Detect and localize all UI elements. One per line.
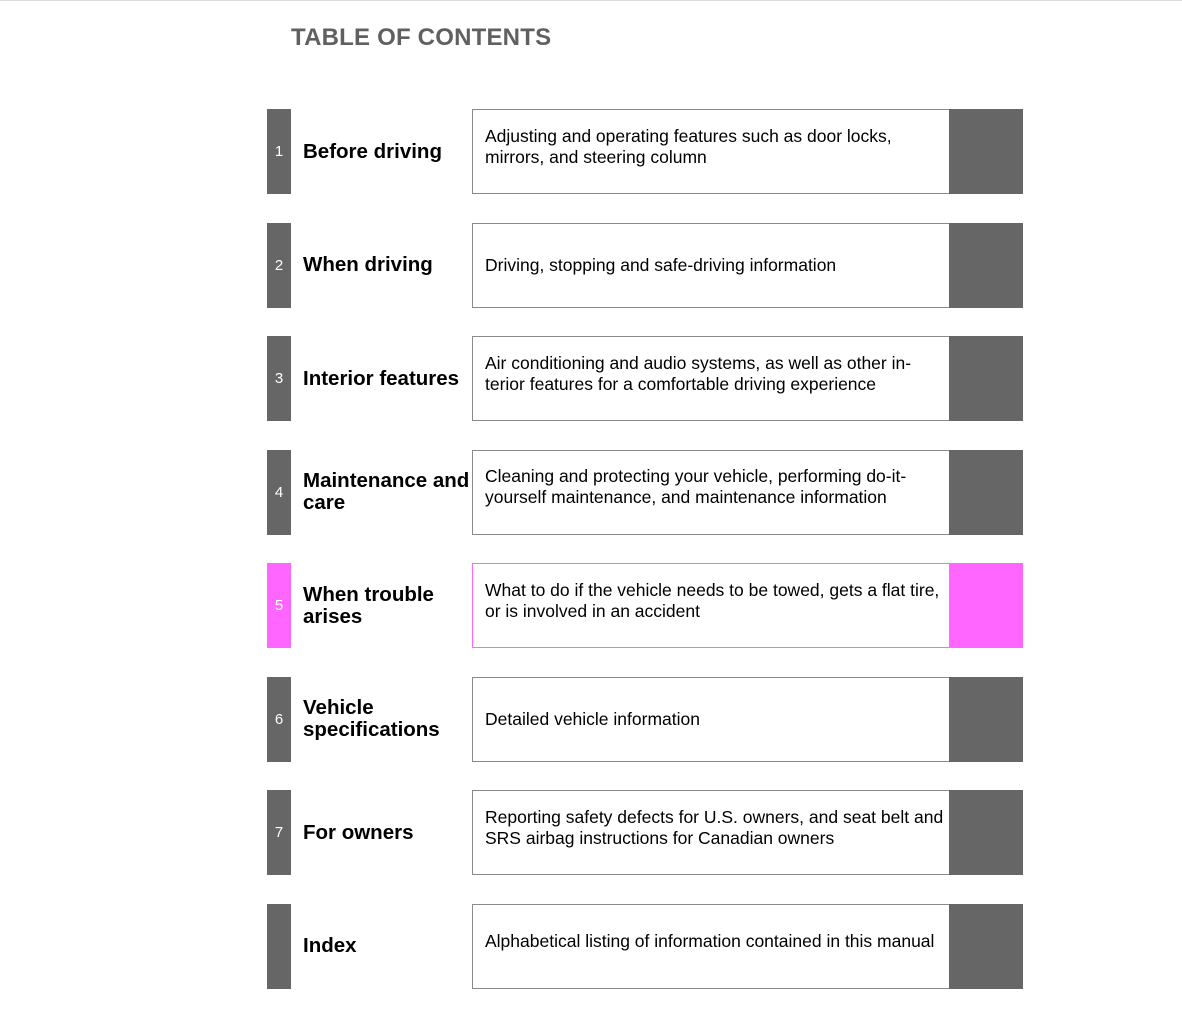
chapter-title-link[interactable]: [303, 336, 471, 421]
chapter-description: Air conditioning and audio systems, as well as other in-terior features for a comfortable driving experience: [485, 352, 912, 394]
chapter-description-box[interactable]: [472, 450, 968, 535]
chapter-title-link[interactable]: [303, 790, 471, 875]
chapter-title: Vehicle specifications: [303, 696, 440, 741]
toc-row-when-trouble-arises[interactable]: [267, 563, 1023, 648]
chapter-number: 2: [274, 256, 284, 274]
chapter-title-link[interactable]: [303, 223, 471, 308]
chapter-number: 7: [274, 824, 284, 841]
chapter-description: Detailed vehicle information: [485, 708, 700, 729]
chapter-title-link[interactable]: [303, 677, 471, 762]
toc-row-for-owners[interactable]: [267, 790, 1023, 875]
toc-row-when-driving[interactable]: [267, 223, 1023, 308]
chapter-number-tab[interactable]: [267, 450, 291, 535]
chapter-title-link[interactable]: [303, 563, 471, 648]
chapter-number: 1: [274, 143, 284, 160]
chapter-description-box[interactable]: [472, 904, 968, 989]
chapter-description-box[interactable]: [472, 223, 968, 308]
chapter-description-box[interactable]: [472, 336, 968, 421]
chapter-number-tab[interactable]: [267, 790, 291, 875]
chapter-title-link[interactable]: [303, 450, 471, 535]
toc-row-interior-features[interactable]: [267, 336, 1023, 421]
chapter-number-tab[interactable]: [267, 336, 291, 421]
toc-row-vehicle-specifications[interactable]: [267, 677, 1023, 762]
chapter-description: Driving, stopping and safe-driving information: [485, 254, 837, 275]
chapter-description: What to do if the vehicle needs to be towed, gets a flat tire, or is involved in an accident: [485, 579, 940, 621]
chapter-description-box[interactable]: [472, 677, 968, 762]
toc-row-maintenance-and-care[interactable]: [267, 450, 1023, 535]
chapter-number-tab[interactable]: [267, 904, 291, 989]
chapter-description: Reporting safety defects for U.S. owners, and seat belt and SRS airbag instructions for Canadian owners: [485, 806, 944, 848]
chapter-thumb-tab[interactable]: [949, 790, 1023, 875]
chapter-description: Alphabetical listing of information contained in this manual: [485, 930, 935, 951]
chapter-title: When driving: [303, 253, 433, 276]
chapter-number-tab[interactable]: [267, 563, 291, 648]
chapter-number: 4: [274, 483, 284, 501]
chapter-description-box[interactable]: [472, 109, 968, 194]
chapter-description: Adjusting and operating features such as door locks, mirrors, and steering column: [485, 125, 892, 167]
toc-list: [267, 109, 1023, 1017]
chapter-title-link[interactable]: [303, 109, 471, 194]
chapter-description: Cleaning and protecting your vehicle, performing do-it-yourself maintenance, and maintenance information: [485, 466, 907, 507]
toc-row-index[interactable]: [267, 904, 1023, 989]
chapter-description-box[interactable]: [472, 563, 968, 648]
top-divider: [0, 0, 1182, 1]
chapter-thumb-tab[interactable]: [949, 336, 1023, 421]
chapter-number: 5: [274, 597, 284, 614]
chapter-title: For owners: [303, 820, 414, 844]
chapter-thumb-tab[interactable]: [949, 904, 1023, 989]
chapter-title-link[interactable]: [303, 904, 471, 989]
chapter-title: Maintenance and care: [303, 469, 470, 514]
chapter-thumb-tab[interactable]: [949, 223, 1023, 308]
chapter-thumb-tab[interactable]: [949, 109, 1023, 194]
chapter-number: 6: [274, 710, 284, 728]
chapter-number-tab[interactable]: [267, 223, 291, 308]
chapter-title: Interior features: [303, 366, 460, 390]
chapter-number-tab[interactable]: [267, 109, 291, 194]
chapter-thumb-tab[interactable]: [949, 677, 1023, 762]
chapter-thumb-tab[interactable]: [949, 450, 1023, 535]
chapter-description-box[interactable]: [472, 790, 968, 875]
chapter-title: When trouble arises: [303, 582, 434, 628]
toc-row-before-driving[interactable]: [267, 109, 1023, 194]
chapter-title: Index: [303, 934, 357, 957]
chapter-number: 3: [274, 370, 284, 387]
page-title: TABLE OF CONTENTS: [291, 24, 552, 51]
chapter-thumb-tab[interactable]: [949, 563, 1023, 648]
chapter-number-tab[interactable]: [267, 677, 291, 762]
chapter-title: Before driving: [303, 139, 442, 163]
